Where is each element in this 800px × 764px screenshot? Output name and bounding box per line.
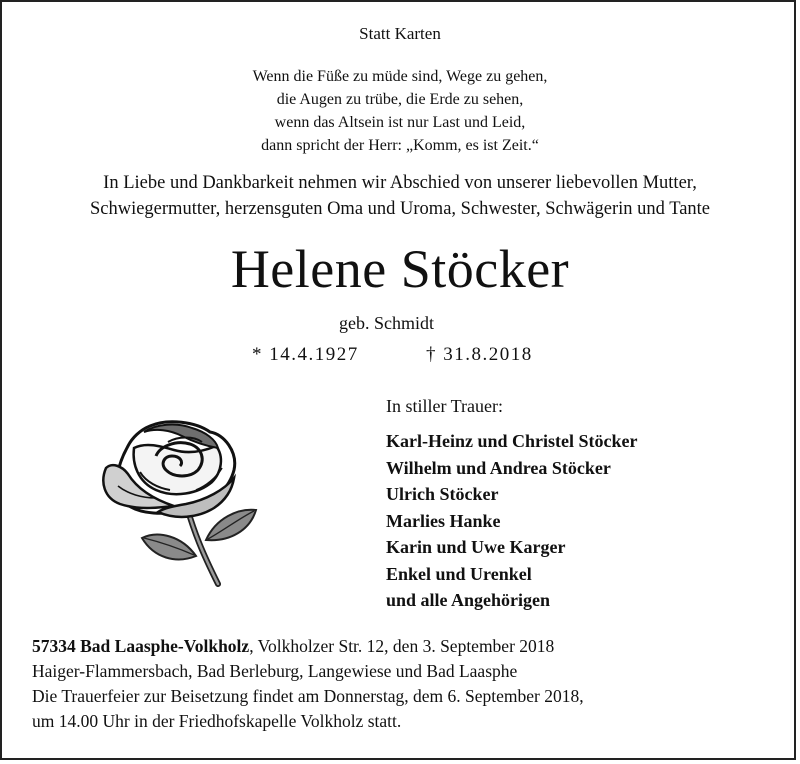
mourner-name: und alle Angehörigen <box>386 590 551 610</box>
intro-line: In Liebe und Dankbarkeit nehmen wir Abschied von unserer liebevollen Mutter, <box>103 173 697 193</box>
mourner-name: Karin und Uwe Karger <box>386 537 566 557</box>
address-details: , Volkholzer Str. 12, den 3. September 2018 <box>249 636 555 656</box>
towns-line: Haiger-Flammersbach, Bad Berleburg, Langewiese und Bad Laasphe <box>32 661 518 681</box>
rose-icon <box>98 412 278 587</box>
poem-line: wenn das Altsein ist nur Last und Leid, <box>274 114 526 131</box>
mourner-name: Wilhelm und Andrea Stöcker <box>386 457 611 478</box>
mourner-name: Enkel und Urenkel <box>386 563 532 584</box>
address-line <box>32 634 584 659</box>
deceased-name: Helene Stöcker <box>230 239 570 299</box>
poem-line: die Augen zu trübe, die Erde zu sehen, <box>276 91 524 108</box>
mourner-name: Ulrich Stöcker <box>386 484 499 504</box>
ceremony-line: um 14.00 Uhr in der Friedhofskapelle Volkholz statt. <box>32 711 402 731</box>
header-text: Statt Karten <box>359 24 441 43</box>
poem <box>2 65 798 157</box>
intro-line: Schwiegermutter, herzensguten Oma und Uroma, Schwester, Schwägerin und Tante <box>89 199 711 219</box>
footer <box>32 634 584 734</box>
intro-text <box>2 170 798 222</box>
address-place: 57334 Bad Laasphe-Volkholz <box>32 636 250 656</box>
mourning-label: In stiller Trauer: <box>386 396 503 416</box>
mourner-name: Karl-Heinz und Christel Stöcker <box>386 431 638 451</box>
poem-line: Wenn die Füße zu müde sind, Wege zu gehen, <box>252 68 548 85</box>
mourners-list <box>386 428 637 614</box>
death-date: † 31.8.2018 <box>426 344 533 365</box>
maiden-name: geb. Schmidt <box>339 313 434 333</box>
ceremony-line: Die Trauerfeier zur Beisetzung findet am Donnerstag, dem 6. September 2018, <box>32 686 584 706</box>
birth-date: * 14.4.1927 <box>252 344 359 365</box>
mourner-name: Marlies Hanke <box>386 510 501 531</box>
poem-line: dann spricht der Herr: „Komm, es ist Zeit.“ <box>261 137 539 154</box>
